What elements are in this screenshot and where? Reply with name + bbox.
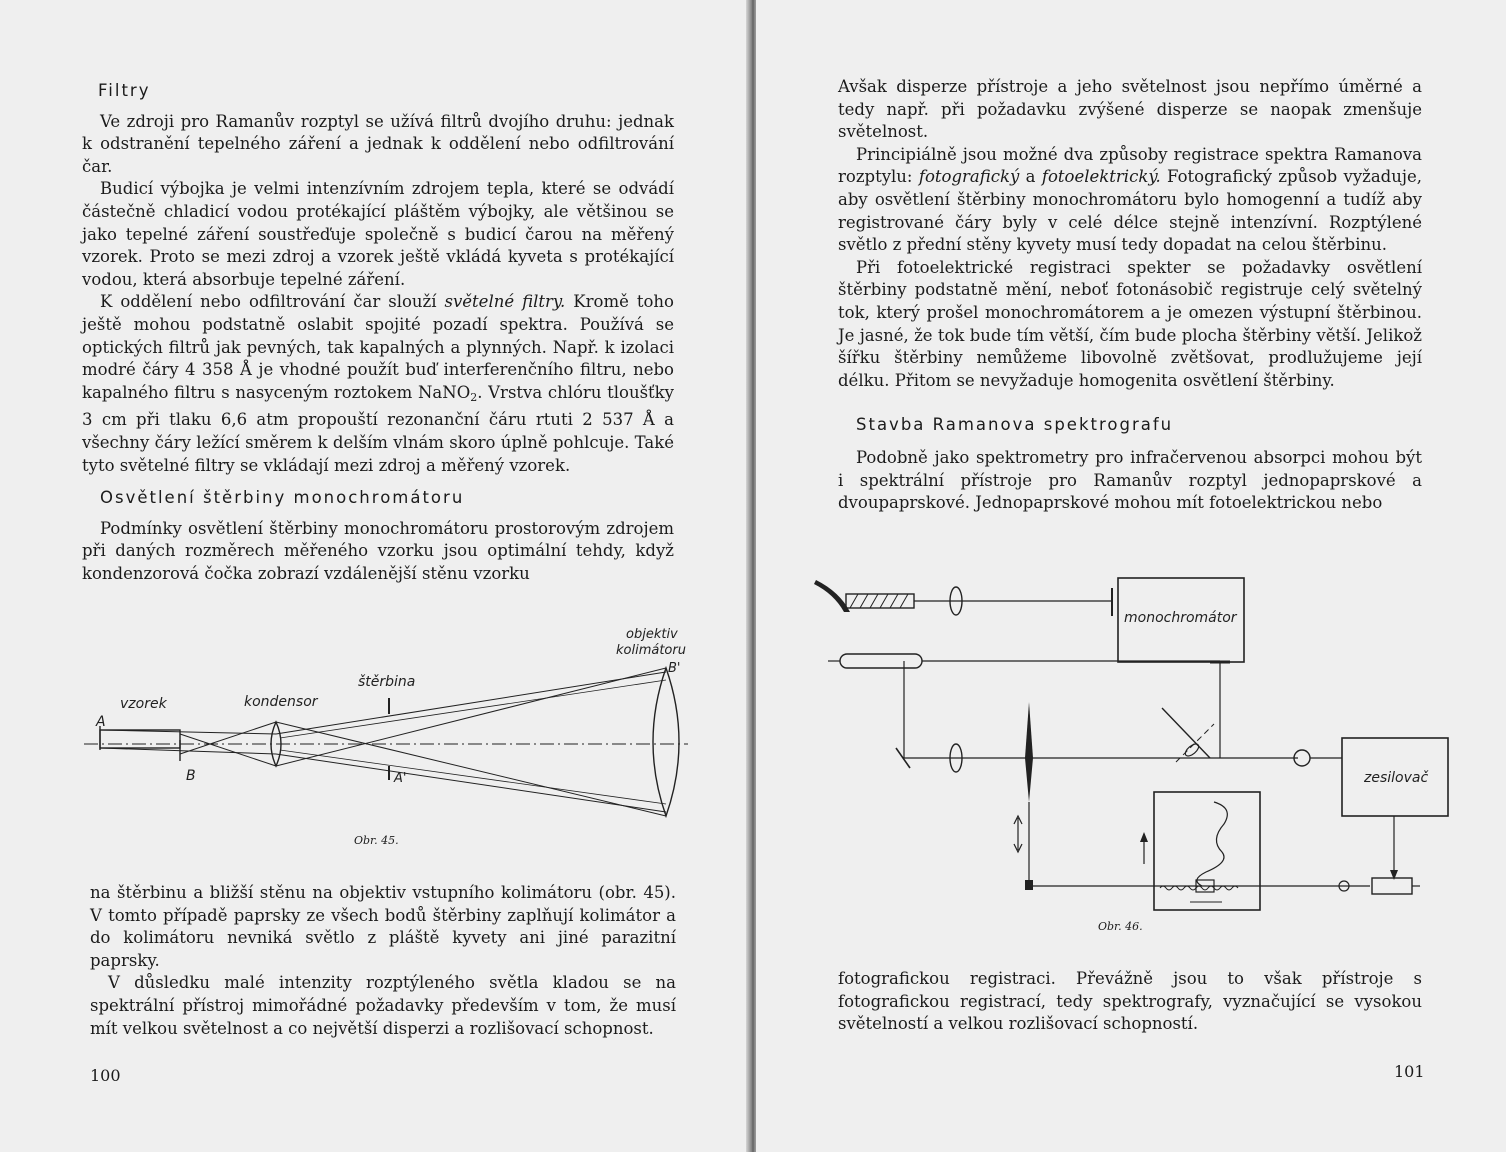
left-top-column (82, 80, 674, 585)
page-number-right: 101 (1394, 1062, 1425, 1081)
label-B: B (186, 768, 196, 784)
left-bottom-column (90, 882, 676, 1040)
paragraph: V důsledku malé intenzity rozptýleného světla kladou se na spektrální přístroj mimořádné požadavky především v tom, že musí mít velkou světelnost a co největší disperzi a rozlišovací schopnost. (90, 973, 676, 1038)
paragraph: Principiálně jsou možné dva způsoby registrace spektra Ramanova rozptylu: fotografický a fotoelektrický. Fotografický způsob vyžaduje, aby osvětlení štěrbiny monochromátoru bylo homogenní a tudíž aby registrované čáry byly v celé délce stejně intenzívní. Rozptýlené světlo z přední stěny kyvety musí tedy dopadat na celou štěrbinu. (838, 144, 1422, 255)
label-A: A (96, 714, 106, 730)
label-zesilovac: zesilovač (1364, 770, 1429, 786)
figure-46 (810, 572, 1450, 912)
right-bottom-column (838, 968, 1422, 1036)
label-kolimatoru: kolimátoru (616, 643, 686, 658)
heading-osvetleni: Osvětlení štěrbiny monochromátoru (100, 488, 465, 508)
heading-stavba: Stavba Ramanova spektrografu (856, 415, 1174, 435)
paragraph: Avšak disperze přístroje a jeho světelnost jsou nepřímo úměrné a tedy např. při požadavku zvýšené disperze se naopak zmenšuje světelnost. (838, 77, 1422, 142)
paragraph: Budicí výbojka je velmi intenzívním zdrojem tepla, které se odvádí částečně chladicí vodou protékající pláštěm výbojky, ale většinou se jako tepelné záření soustřeďuje společně s budicí čarou na měřený vzorek. Proto se mezi zdroj a vzorek ještě vkládá kyveta s protékající vodou, která absorbuje tepelné záření. (82, 179, 674, 289)
left-page (0, 0, 752, 1152)
figure-45 (80, 616, 690, 852)
label-vzorek: vzorek (120, 696, 167, 712)
figure-45-caption: Obr. 45. (354, 834, 399, 847)
label-A-prime: A' (394, 771, 407, 786)
label-monochromator: monochromátor (1124, 610, 1237, 626)
label-kondensor: kondensor (244, 694, 318, 710)
paragraph: na štěrbinu a bližší stěnu na objektiv vstupního kolimátoru (obr. 45). V tomto případě paprsky ze všech bodů štěrbiny zaplňují kolimátor a do kolimátoru nevniká světlo z pláště kyvety ani jiné parazitní paprsky. (90, 883, 676, 970)
right-page (756, 0, 1506, 1152)
paragraph: fotografickou registraci. Převážně jsou to však přístroje s fotografickou registrací, tedy spektrografy, vyznačující se vysokou světelností a velkou rozlišovací schopností. (838, 969, 1422, 1034)
label-objektiv: objektiv (626, 627, 678, 642)
paragraph: Podobně jako spektrometry pro infračervenou absorpci mohou být i spektrální přístroje pro Ramanův rozptyl jednopaprskové a dvoupaprskové. Jednopaprskové mohou mít fotoelektrickou nebo (838, 447, 1422, 513)
paragraph: K oddělení nebo odfiltrování čar slouží světelné filtry. Kromě toho ještě mohou podstatně oslabit spojité pozadí spektra. Používá se optických filtrů jak pevných, tak kapalných a plynných. Např. k izolaci modré čáry 4 358 Å je vhodné použít buď interferenčního filtru, nebo kapalného filtru s nasyceným roztokem NaNO$_2$. Vrstva chlóru tloušťky 3 cm při tlaku 6,6 atm propouští rezonanční čáru rtuti 2 537 Å a všechny čáry ležící směrem k delším vlnám skoro úplně pohlcuje. Také tyto světelné filtry se vkládají mezi zdroj a měřený vzorek. (82, 292, 674, 475)
label-B-prime: B' (668, 661, 681, 676)
label-sterbina: štěrbina (358, 674, 416, 690)
figure-46-caption: Obr. 46. (1098, 920, 1143, 933)
right-top-column (838, 76, 1422, 515)
paragraph: Ve zdroji pro Ramanův rozptyl se užívá filtrů dvojího druhu: jednak k odstranění tepelného záření a jednak k oddělení nebo odfiltrování čar. (82, 111, 674, 176)
page-number-left: 100 (90, 1066, 121, 1085)
paragraph: Podmínky osvětlení štěrbiny monochromátoru prostorovým zdrojem při daných rozměrech měřeného vzorku jsou optimální tehdy, když kondenzorová čočka zobrazí vzdálenější stěnu vzorku (82, 518, 674, 583)
paragraph: Při fotoelektrické registraci spekter se požadavky osvětlení štěrbiny podstatně mění, neboť fotonásobič registruje celý světelný tok, který prošel monochromátorem a je omezen výstupní štěrbinou. Je jasné, že tok bude tím větší, čím bude plocha štěrbiny větší. Jelikož šířku štěrbiny nemůžeme libovolně zvětšovat, prodlužujeme její délku. Přitom se nevyžaduje homogenita osvětlení štěrbiny. (838, 257, 1422, 390)
heading-filtry: Filtry (98, 81, 151, 100)
